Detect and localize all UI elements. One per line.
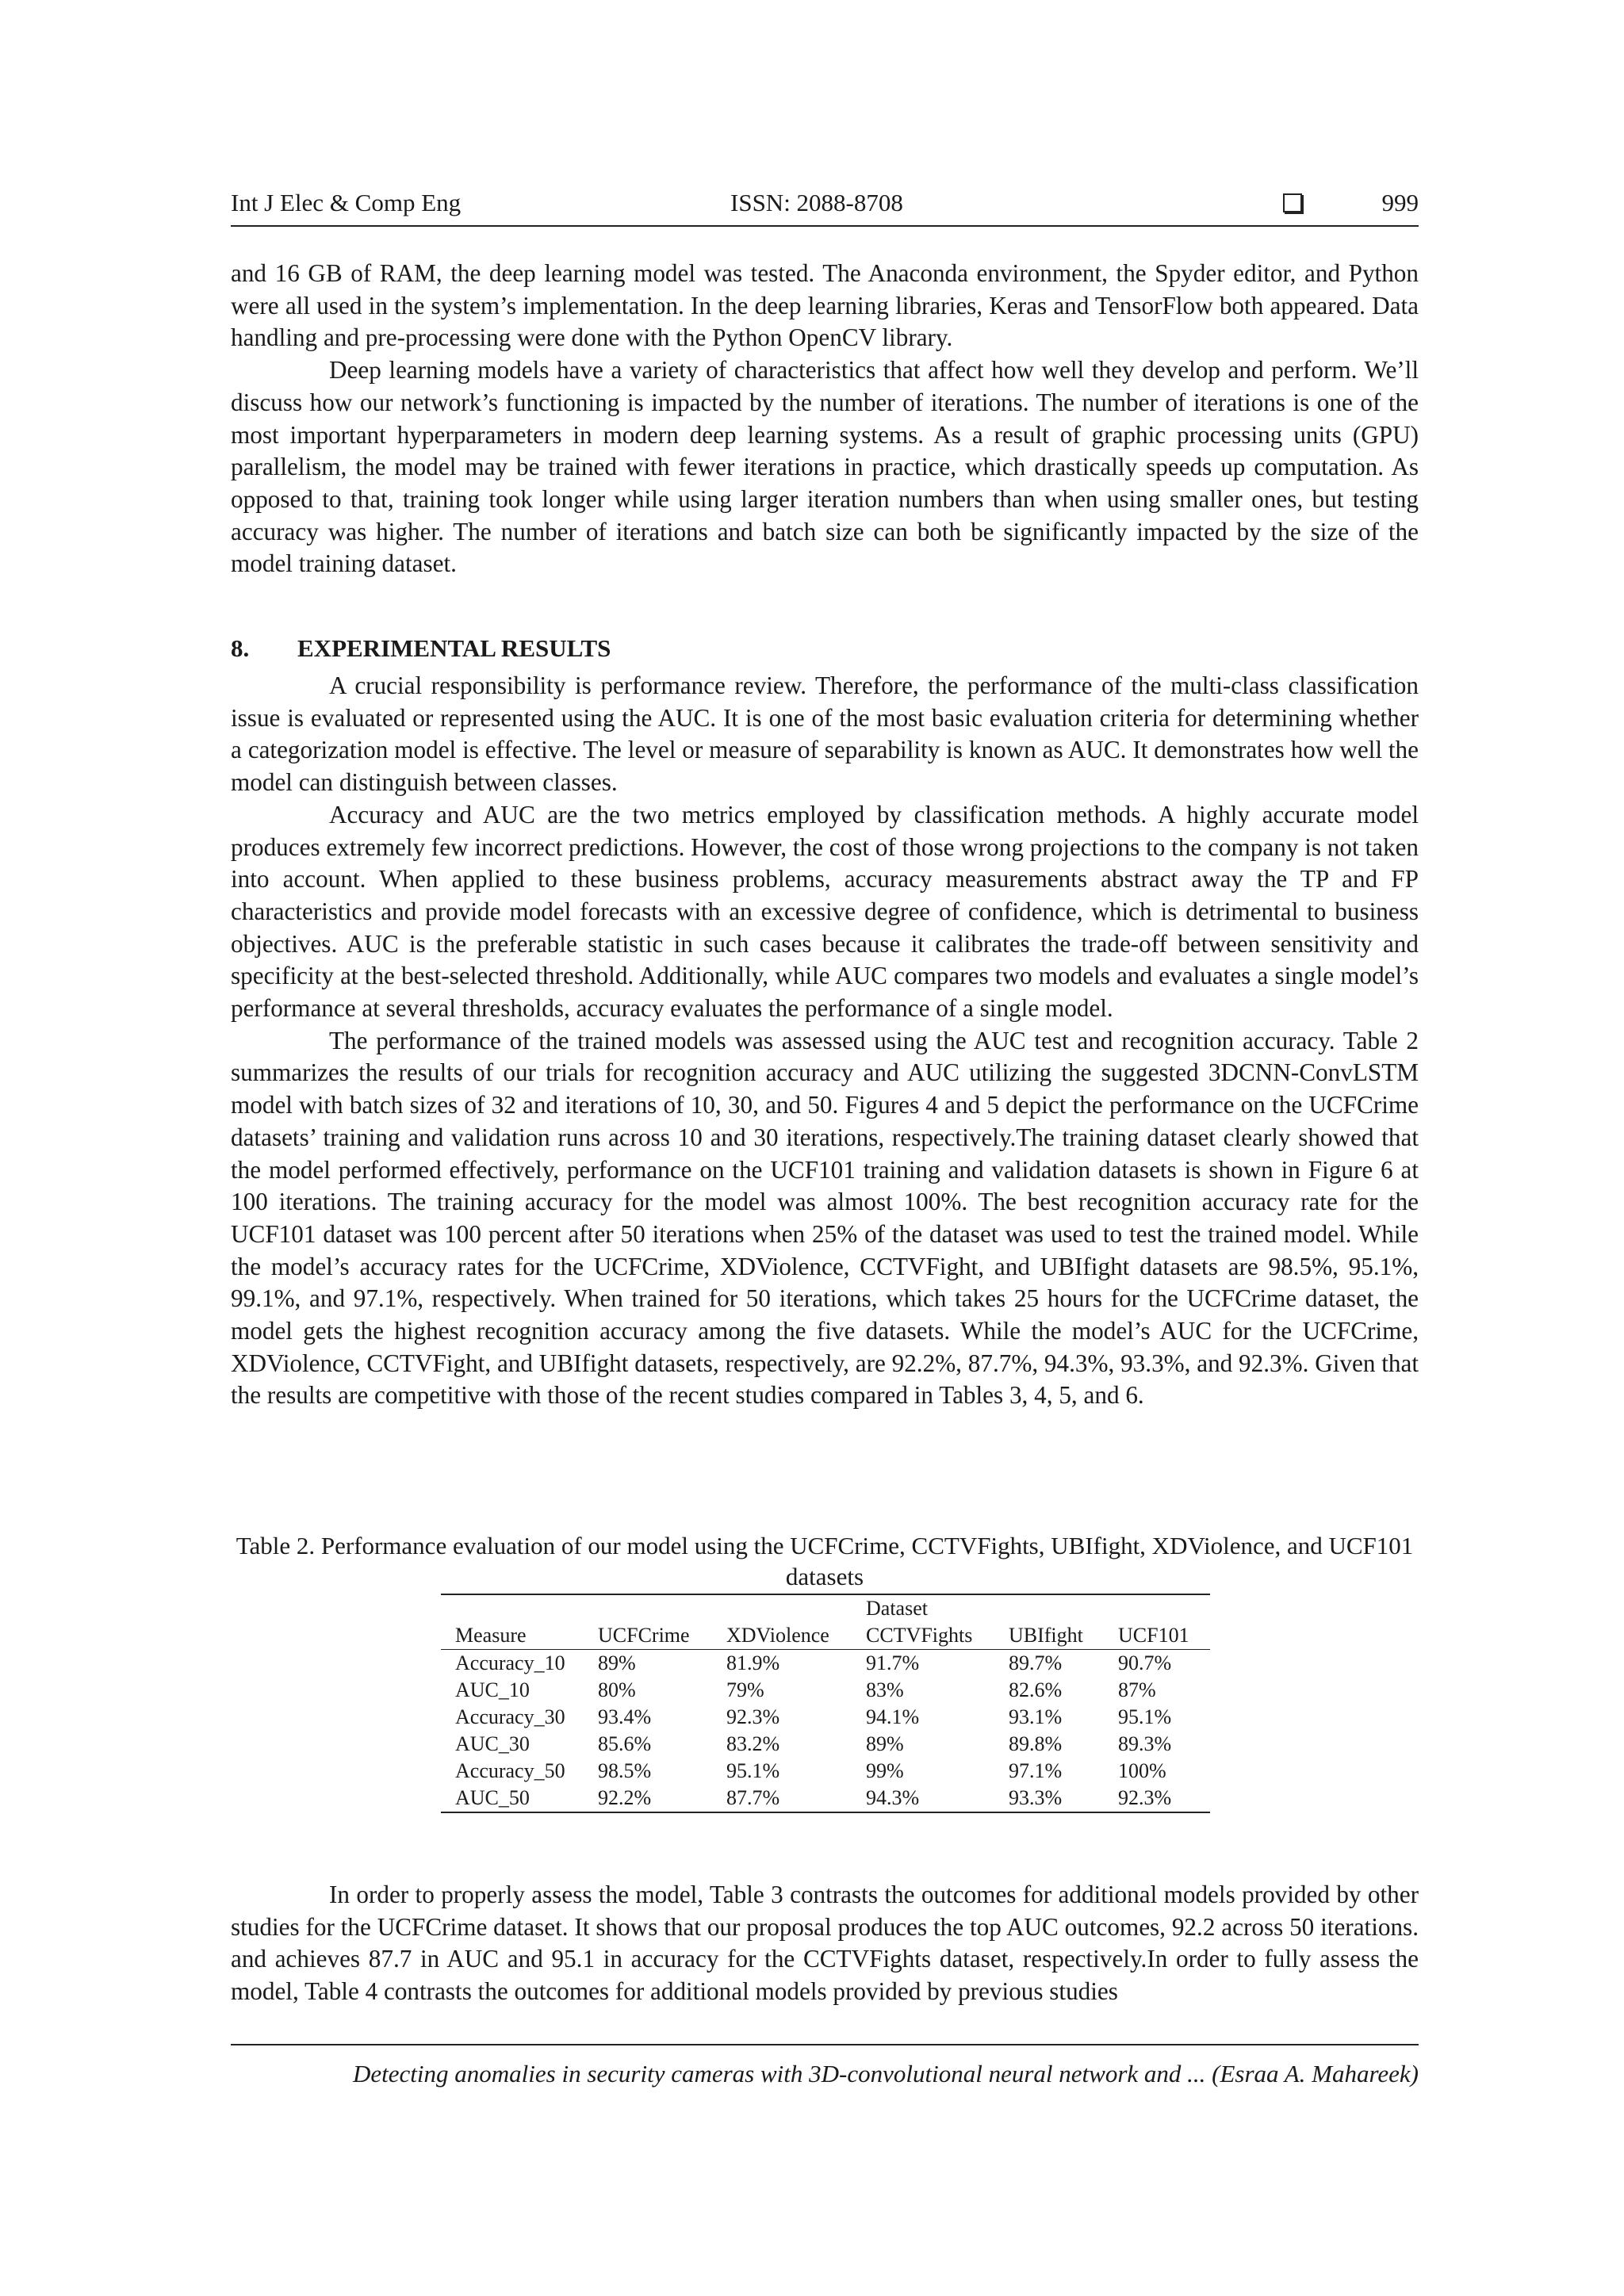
table-caption: Table 2. Performance evaluation of our model using the UCFCrime, CCTVFights, UBIfight, XDViolence, and UCF101 datasets [236,1532,1414,1590]
table-cell: 92.3% [726,1705,780,1728]
section-title: EXPERIMENTAL RESULTS [297,634,611,662]
table-row [441,1785,1210,1812]
table-cell: 89% [866,1732,904,1755]
table-cell: 89.8% [1009,1732,1063,1755]
header-cell: XDViolence [726,1624,829,1647]
header-cell: UCFCrime [598,1624,690,1647]
table-cell: 81.9% [726,1651,780,1674]
table-cell: 79% [726,1678,764,1701]
table-cell: Accuracy_10 [455,1651,565,1674]
table-cell: 98.5% [598,1759,652,1782]
table-cell: 83.2% [726,1732,780,1755]
table-bottom-rule [441,1812,1210,1813]
table-cell: 91.7% [866,1651,920,1674]
intro-text [231,258,1419,580]
table-cell: Accuracy_30 [455,1705,565,1728]
table-cell: 89.7% [1009,1651,1063,1674]
table-cell: 93.4% [598,1705,652,1728]
section-body [231,670,1419,1412]
table-row [441,1758,1210,1785]
running-header [231,189,1419,227]
header-cell: CCTVFights [866,1624,973,1647]
table-cell: 87.7% [726,1786,780,1809]
paragraph: In order to properly assess the model, Table 3 contrasts the outcomes for additional models provided by other studies for the UCFCrime dataset. It shows that our proposal produces the top AUC outcomes, 92.2 across 50 iterations. and achieves 87.7 in AUC and 95.1 in accuracy for the CCTVFights dataset, respectively.In order to fully assess the model, Table 4 contrasts the outcomes for additional models provided by previous studies [231,1881,1419,2006]
table-cell: 83% [866,1678,904,1701]
table-cell: 100% [1118,1759,1166,1782]
super-header-cell: Dataset [866,1597,928,1620]
table-cell: 94.1% [866,1705,920,1728]
table-cell: 99% [866,1759,904,1782]
table-super-header [441,1595,1210,1622]
table-cell: 82.6% [1009,1678,1063,1701]
paragraph: The performance of the trained models was assessed using the AUC test and recognition accuracy. Table 2 summarizes the results of our trials for recognition accuracy and AUC utilizing the suggested 3DCNN-ConvLSTM model with batch sizes of 32 and iterations of 10, 30, and 50. Figures 4 and 5 depict the performance on the UCFCrime datasets’ training and validation runs across 10 and 30 iterations, respectively.The training dataset clearly showed that the model performed effectively, performance on the UCF101 training and validation datasets is shown in Figure 6 at 100 iterations. The training accuracy for the model was almost 100%. The best recognition accuracy rate for the UCF101 dataset was 100 percent after 50 iterations when 25% of the dataset was used to test the trained model. While the model’s accuracy rates for the UCFCrime, XDViolence, CCTVFight, and UBIfight datasets are 98.5%, 95.1%, 99.1%, and 97.1%, respectively. When trained for 50 iterations, which takes 25 hours for the UCFCrime dataset, the model gets the highest recognition accuracy among the five datasets. While the model’s AUC for the UCFCrime, XDViolence, CCTVFight, and UBIfight datasets, respectively, are 92.2%, 87.7%, 94.3%, 93.3%, and 92.3%. Given that the results are competitive with those of the recent studies compared in Tables 3, 4, 5, and 6. [231,1026,1419,1410]
table-cell: 80% [598,1678,636,1701]
results-table [441,1594,1210,1813]
table-header-row [441,1622,1210,1649]
footer-text: Detecting anomalies in security cameras with 3D-convolutional neural network and ... (Esraa A. Mahareek) [353,2060,1419,2087]
paragraph: Accuracy and AUC are the two metrics employed by classification methods. A highly accurate model produces extremely few incorrect predictions. However, the cost of those wrong projections to the company is not taken into account. When applied to these business problems, accuracy measurements abstract away the TP and FP characteristics and provide model forecasts with an excessive degree of confidence, which is detrimental to business objectives. AUC is the preferable statistic in such cases because it calibrates the trade-off between sensitivity and specificity at the best-selected threshold. Additionally, while AUC compares two models and evaluates a single model’s performance at several thresholds, accuracy evaluates the performance of a single model. [231,800,1419,1023]
table-cell: 85.6% [598,1732,652,1755]
table-cell: 93.1% [1009,1705,1063,1728]
table-cell: 89.3% [1118,1732,1172,1755]
issn: ISSN: 2088-8708 [730,189,903,216]
table-cell: 94.3% [866,1786,920,1809]
section-number: 8. [231,634,250,662]
table-cell: AUC_30 [455,1732,530,1755]
journal-name: Int J Elec & Comp Eng [231,189,462,216]
table-cell: 95.1% [726,1759,780,1782]
paragraph: A crucial responsibility is performance review. Therefore, the performance of the multi-class classification issue is evaluated or represented using the AUC. It is one of the most basic evaluation criteria for determining whether a categorization model is effective. The level or measure of separability is known as AUC. It demonstrates how well the model can distinguish between classes. [231,672,1419,797]
page-number: 999 [1381,189,1419,216]
table-cell: 97.1% [1009,1759,1063,1782]
header-cell: UCF101 [1118,1624,1189,1647]
table-cell: Accuracy_50 [455,1759,565,1782]
table-cell: 92.3% [1118,1786,1172,1809]
table-cell: 93.3% [1009,1786,1063,1809]
after-table-text [231,1879,1419,2008]
header-cell: UBIfight [1009,1624,1083,1647]
table-cell: 92.2% [598,1786,652,1809]
table-cell: 89% [598,1651,636,1674]
table-row [441,1731,1210,1758]
table-cell: 95.1% [1118,1705,1172,1728]
table-row [441,1704,1210,1731]
table-row [441,1650,1210,1677]
running-footer [231,2044,1419,2088]
header-cell: Measure [455,1624,527,1647]
table-cell: AUC_50 [455,1786,530,1809]
table-cell: AUC_10 [455,1678,530,1701]
table-cell: 90.7% [1118,1651,1172,1674]
paragraph: Deep learning models have a variety of characteristics that affect how well they develop and perform. We’ll discuss how our network’s functioning is impacted by the number of iterations. The number of iterations is one of the most important hyperparameters in modern deep learning systems. As a result of graphic processing units (GPU) parallelism, the model may be trained with fewer iterations in practice, which drastically speeds up computation. As opposed to that, training took longer while using larger iteration numbers than when using smaller ones, but testing accuracy was higher. The number of iterations and batch size can both be significantly impacted by the size of the model training dataset. [231,356,1419,578]
section-heading [231,634,611,663]
table-cell: 87% [1118,1678,1156,1701]
paragraph: and 16 GB of RAM, the deep learning model was tested. The Anaconda environment, the Spyder editor, and Python were all used in the system’s implementation. In the deep learning libraries, Keras and TensorFlow both appeared. Data handling and pre-processing were done with the Python OpenCV library. [231,259,1419,352]
table-row [441,1677,1210,1704]
square-icon [1283,193,1302,212]
